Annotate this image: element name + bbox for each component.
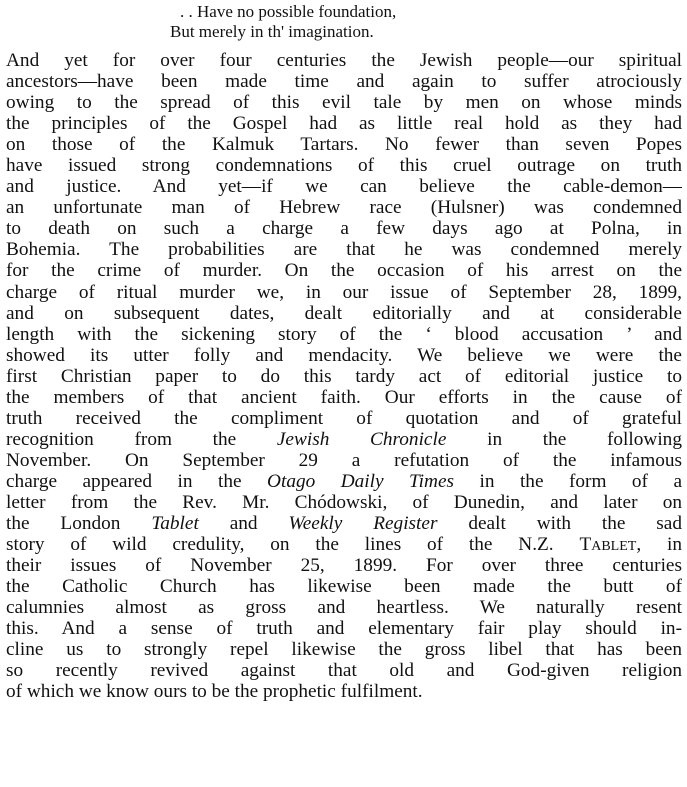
text-line: ancestors—have been made time and again to suffer atrociously [6,71,682,93]
text-line: owing to the spread of this evil tale by men on whose minds [6,92,682,114]
text-fragment: dealt with the sad [468,513,682,535]
text-fragment: in the form of a [479,470,682,492]
verse-line-2: But merely in th' imagination. [170,22,374,41]
text-fragment: and [229,513,258,535]
text-line: and on subsequent dates, dealt editorially and at considerable [6,302,682,324]
text-line-with-title [6,534,682,555]
text-line: length with the sickening story of the ‘ blood accusation ’ and [6,323,682,345]
text-line: this. And a sense of truth and elementary fair play should in- [6,618,682,640]
text-line: letter from the Rev. Mr. Chódowski, of Dunedin, and later on [6,491,682,513]
text-line: of which we know ours to be the prophetic fulfilment. [6,681,423,703]
text-line: on those of the Kalmuk Tartars. No fewer than seven Popes [6,134,682,156]
text-line: to death on such a charge a few days ago at Polna, in [6,218,682,240]
text-line: first Christian paper to do this tardy act of editorial justice to [6,365,682,387]
text-line: their issues of November 25, 1899. For over three centuries [6,555,682,577]
text-line-with-title [6,471,682,492]
text-fragment: recognition from the [6,428,237,450]
verse-quote [6,2,682,42]
text-fragment: in the following [487,428,682,450]
text-line: calumnies almost as gross and heartless. We naturally resent [6,597,682,619]
text-line: showed its utter folly and mendacity. We believe we were the [6,344,682,366]
text-fragment: charge appeared in the [6,470,242,492]
text-fragment: story of wild credulity, on the lines of the N.Z. [6,534,554,556]
text-line: the Catholic Church has likewise been made the butt of [6,576,682,598]
verse-line-1: . . Have no possible foundation, [180,2,397,21]
publication-title: Tablet [151,513,199,535]
publication-title: Weekly Register [288,513,438,535]
text-line-with-title [6,513,682,534]
publication-title-smallcaps: Tablet [579,534,637,556]
text-line: and justice. And yet—if we can believe the cable-demon— [6,176,682,198]
text-line: And yet for over four centuries the Jewish people—our spiritual [6,50,682,71]
text-fragment: , in [636,534,682,556]
text-line: cline us to strongly repel likewise the gross libel that has been [6,639,682,661]
text-line: have issued strong condemnations of this cruel outrage on truth [6,155,682,177]
editorial-paragraph [6,50,682,702]
text-line: truth received the compliment of quotation and of grateful [6,407,682,429]
text-fragment: the London [6,513,121,535]
text-line: November. On September 29 a refutation of the infamous [6,449,682,471]
publication-title: Jewish Chronicle [276,428,447,450]
text-line: the principles of the Gospel had as little real hold as they had [6,113,682,135]
text-line: for the crime of murder. On the occasion of his arrest on the [6,260,682,282]
text-line: so recently revived against that old and God-given religion [6,660,682,682]
text-line-with-title [6,429,682,450]
text-line: Bohemia. The probabilities are that he was condemned merely [6,239,682,261]
text-line: the members of that ancient faith. Our efforts in the cause of [6,386,682,408]
publication-title: Otago Daily Times [267,470,455,492]
text-line: charge of ritual murder we, in our issue of September 28, 1899, [6,281,682,303]
text-line: an unfortunate man of Hebrew race (Hulsner) was condemned [6,197,682,219]
